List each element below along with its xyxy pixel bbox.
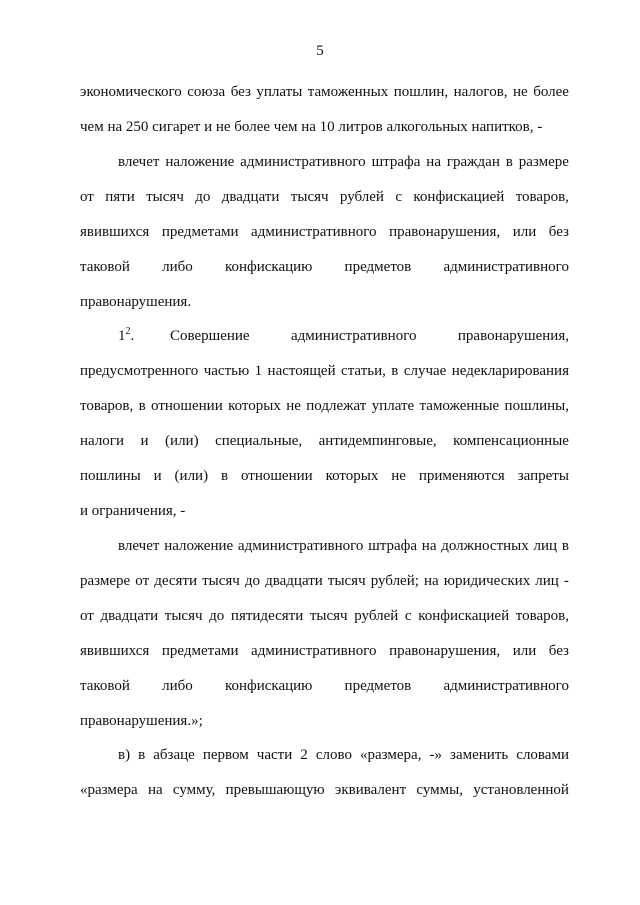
word: лиц [535,573,559,589]
word: (или) [174,468,209,484]
word: не [513,84,528,100]
word: пяти [105,189,135,205]
word: запреты [517,468,569,484]
text-line [80,571,569,591]
text-line [80,82,569,102]
text-line [80,222,569,242]
word: рублей [339,189,384,205]
word: «размера [80,782,138,798]
word: влечет [118,538,160,554]
word: административного [443,678,569,694]
word: предусмотренного [80,363,199,379]
text-line [80,641,569,661]
word: административного [251,643,377,659]
word: товаров, [80,398,134,414]
word: в [391,363,399,379]
word: налогов, [453,84,508,100]
word: пошлины, [504,398,569,414]
word: статьи, [341,363,386,379]
word: более [533,84,569,100]
word: двадцати [100,608,159,624]
word: антидемпинговые, [318,433,437,449]
word: правонарушения, [389,643,501,659]
word: без [548,224,569,240]
word: первом [202,747,249,763]
word: в [505,154,513,170]
word: подлежат [306,398,367,414]
word: административного [237,538,364,554]
word: предметами [161,224,239,240]
word: административного [290,328,417,344]
word: 2 [300,747,308,763]
word: таможенных [307,84,389,100]
word: частью [203,363,250,379]
word: уплаты [256,84,303,100]
word: отношении [240,468,313,484]
word: явившихся [80,643,150,659]
word: 1 [254,363,263,379]
word: пятидесяти [230,608,304,624]
word: и [140,433,149,449]
word: граждан [446,154,500,170]
word: конфискацию [224,259,313,275]
text-line: и ограничения, - [80,503,186,519]
word: должностных [441,538,529,554]
word: товаров, [515,608,569,624]
word: тысяч [309,608,348,624]
word: конфискацией [413,189,505,205]
word: словами [516,747,569,763]
text-line: чем на 250 сигарет и не более чем на 10 литров алкогольных напитков, - [80,119,543,135]
word: до [195,189,211,205]
word: специальные, [215,433,303,449]
word: Совершение [170,328,250,344]
item-number [118,326,134,348]
word: части [256,747,293,763]
text-line [118,152,569,172]
word: на [147,782,163,798]
word: экономического [80,84,182,100]
word: не [286,398,301,414]
word: явившихся [80,224,150,240]
word: в [220,468,229,484]
text-line [80,257,569,277]
word: влечет [118,154,160,170]
word: которых [228,398,281,414]
text-line [80,466,569,486]
word: предметов [344,259,412,275]
word: таможенные [419,398,500,414]
word: конфискацией [418,608,510,624]
text-line [80,780,569,800]
word: конфискацию [224,678,313,694]
word: от [80,189,94,205]
word: сумму, [172,782,216,798]
word: налоги [80,433,124,449]
word: пошлины [80,468,141,484]
word: либо [162,678,193,694]
word: или [512,643,537,659]
word: без [230,84,251,100]
word: товаров, [515,189,569,205]
word: заменить [450,747,509,763]
word: не [391,468,406,484]
word: пошлин, [393,84,449,100]
word: тысяч [146,189,184,205]
word: -» [429,747,442,763]
text-line [118,745,569,765]
word: на [426,154,441,170]
text-line [80,396,569,416]
word: абзаце [153,747,195,763]
word: административного [251,224,377,240]
word: суммы, [416,782,463,798]
word: компенсационные [453,433,569,449]
word: с [404,608,412,624]
word: союза [187,84,226,100]
text-line [80,606,569,626]
word: - [563,573,569,589]
word: эквивалент [334,782,407,798]
word: настоящей [267,363,336,379]
text-line: правонарушения.»; [80,713,203,729]
word: двадцати [221,189,280,205]
word: штрафа [368,538,418,554]
word: таковой [80,259,130,275]
word: правонарушения, [389,224,501,240]
text-line [118,536,569,556]
item-number-suffix: . [130,328,135,344]
word: превышающую [225,782,325,798]
word: слово [315,747,352,763]
word: правонарушения, [457,328,569,344]
word: случае [403,363,447,379]
word: до [244,573,261,589]
word: (или) [165,433,199,449]
word: «размера, [360,747,422,763]
word: предметами [161,643,239,659]
word: двадцати [265,573,323,589]
text-line [80,676,569,696]
word: лиц [533,538,558,554]
word: юридических [443,573,531,589]
word: в) [118,747,131,763]
word: десяти [154,573,198,589]
word: рублей [354,608,399,624]
word: которых [325,468,379,484]
word: недекларирования [451,363,569,379]
word: без [548,643,569,659]
word: тысяч [202,573,240,589]
page-number: 5 [316,43,324,59]
word: административного [240,154,366,170]
item-number-base: 1 [118,328,126,344]
text-line [170,326,569,346]
word: или [512,224,537,240]
word: в [138,398,146,414]
word: наложение [164,538,234,554]
text-line [80,431,569,451]
word: и [153,468,162,484]
word: установленной [473,782,569,798]
word: тысяч [327,573,366,589]
word: отношении [151,398,223,414]
word: тысяч [164,608,203,624]
word: наложение [165,154,235,170]
word: с [395,189,403,205]
word: предметов [344,678,412,694]
item-number-superscript: 2 [125,326,131,337]
word: от [80,608,94,624]
word: уплате [371,398,415,414]
word: на [423,573,439,589]
word: размере [80,573,131,589]
word: рублей; [370,573,419,589]
word: либо [162,259,193,275]
word: на [421,538,437,554]
word: от [135,573,150,589]
word: до [209,608,225,624]
word: размере [518,154,569,170]
word: таковой [80,678,130,694]
word: тысяч [290,189,329,205]
word: административного [443,259,569,275]
word: в [138,747,146,763]
text-line: правонарушения. [80,294,192,310]
word: применяются [418,468,505,484]
word: штрафа [371,154,421,170]
text-line [80,187,569,207]
text-line [80,361,569,381]
word: в [561,538,569,554]
